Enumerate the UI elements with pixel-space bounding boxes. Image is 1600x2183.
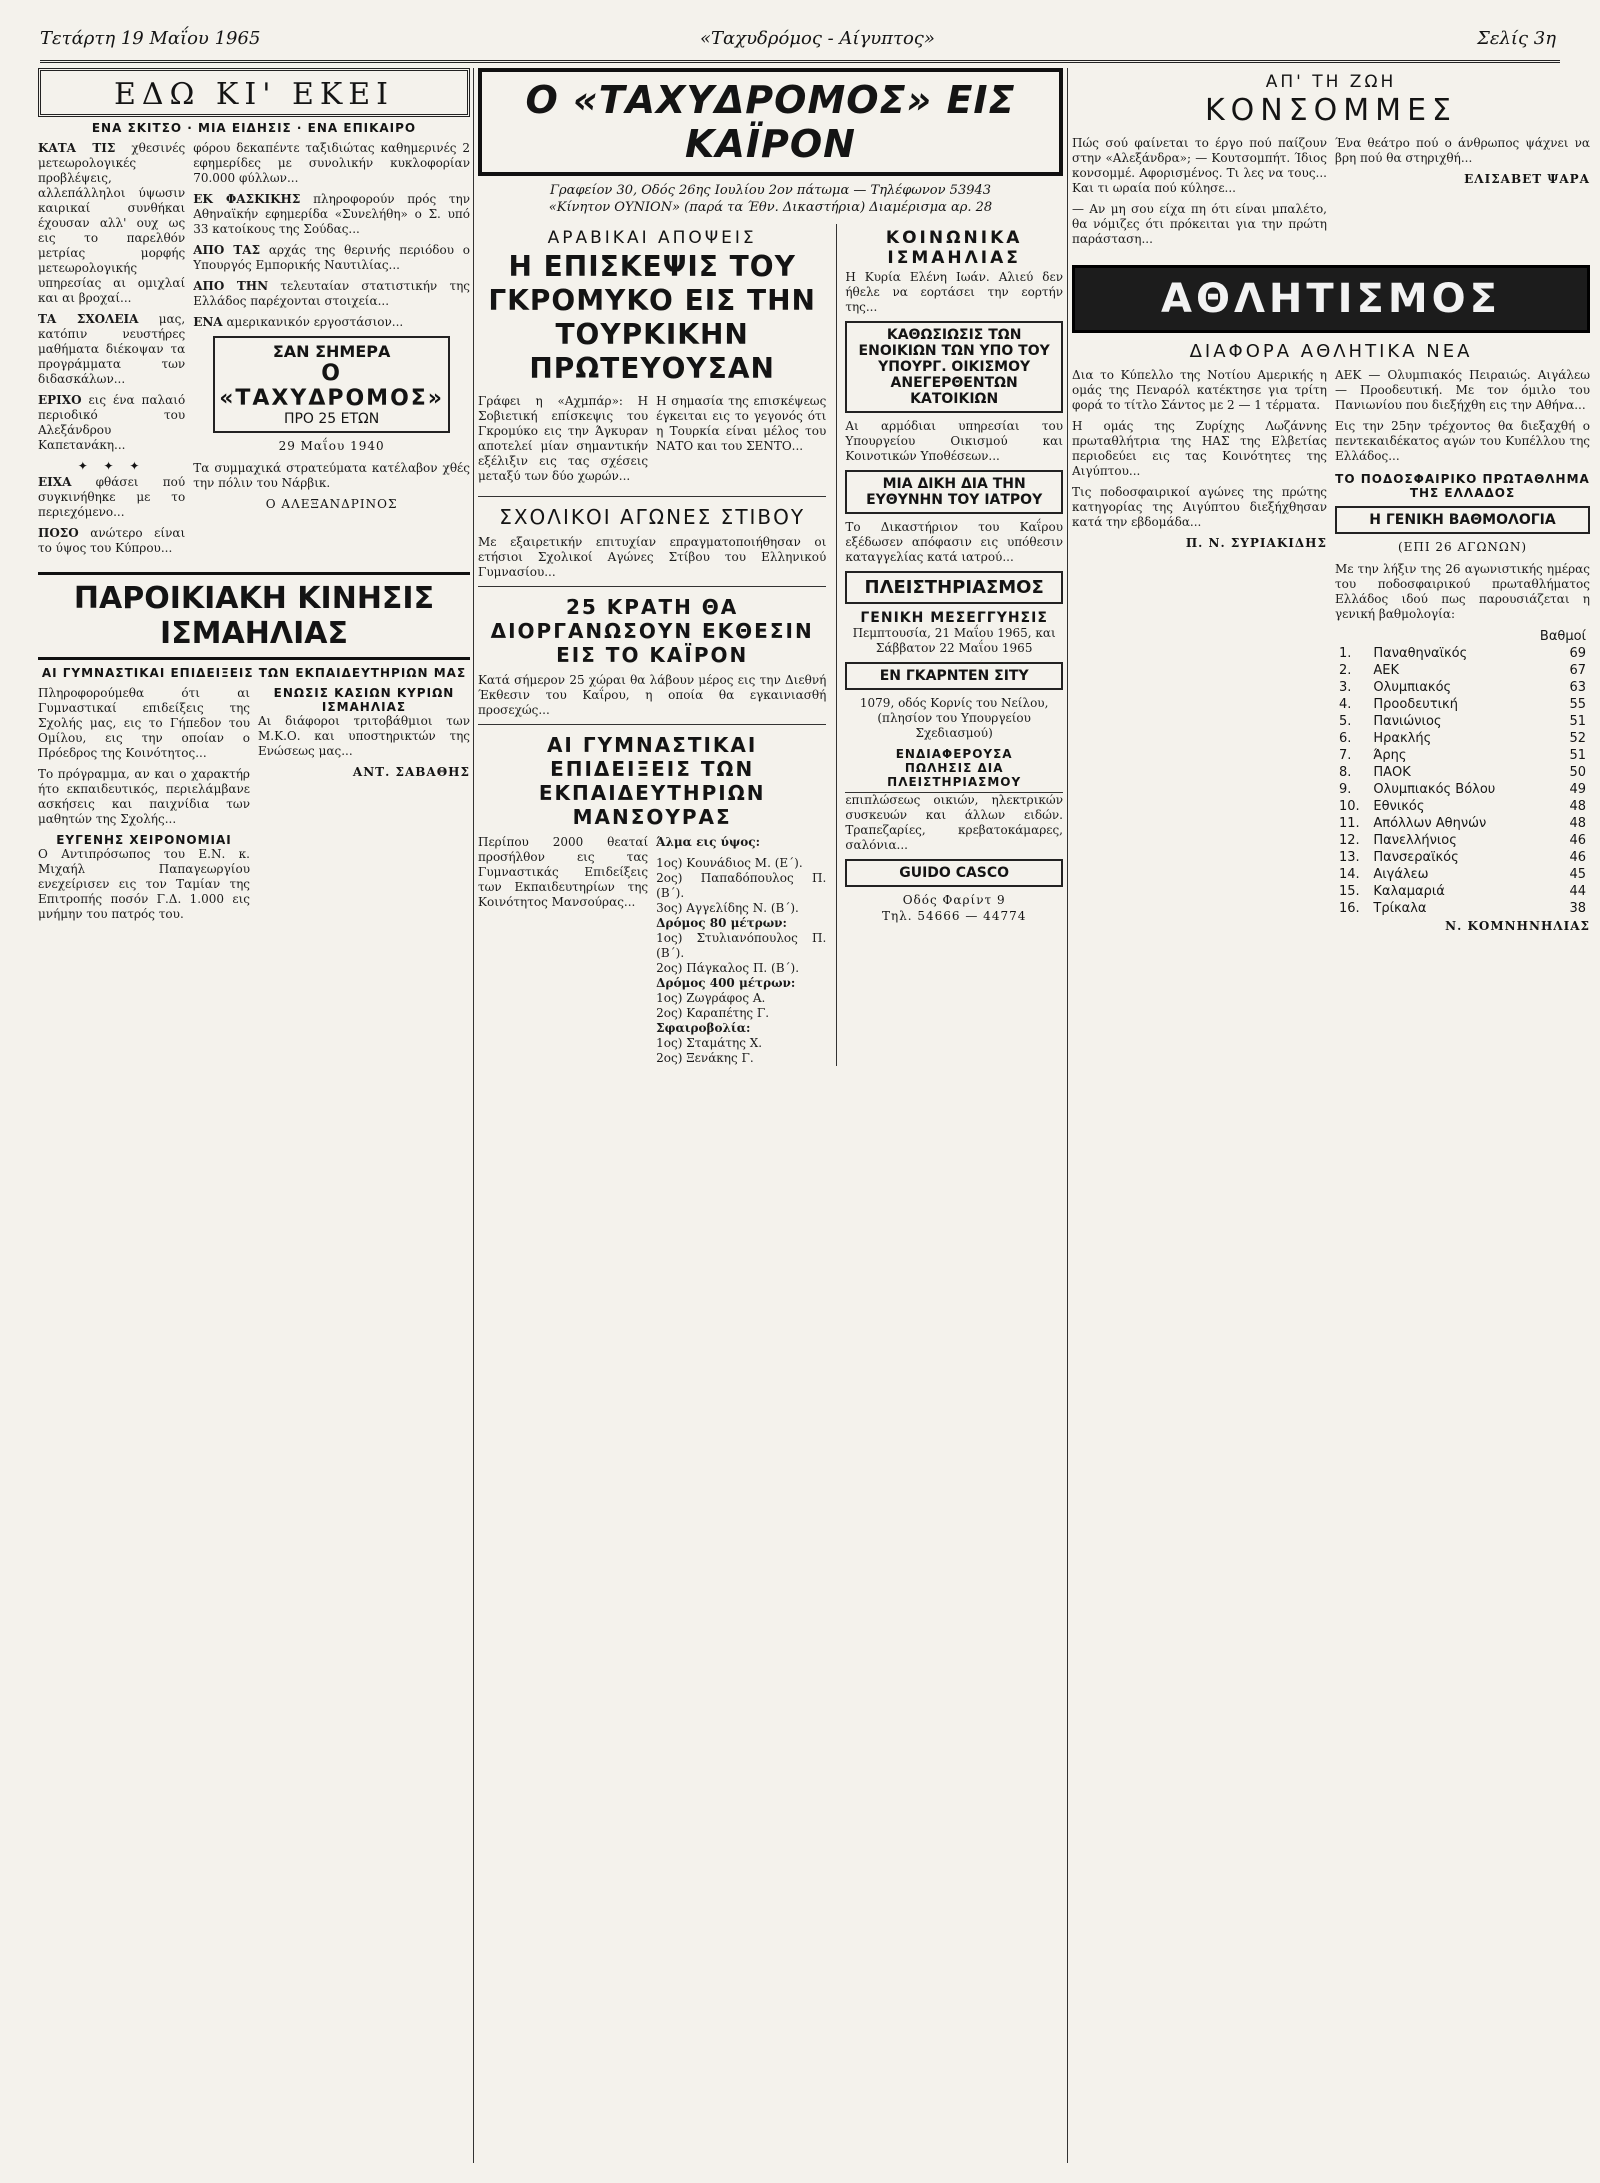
sports-subhead: ΔΙΑΦΟΡΑ ΑΘΛΗΤΙΚΑ ΝΕΑ bbox=[1189, 341, 1473, 362]
enosis-head: ΕΝΩΣΙΣ ΚΑΣΙΩΝ ΚΥΡΙΩΝ ΙΣΜΑΗΛΙΑΣ bbox=[273, 686, 455, 714]
edo-kiekei-subtitle: ΕΝΑ ΣΚΙΤΣΟ · ΜΙΑ ΕΙΔΗΣΙΣ · ΕΝΑ ΕΠΙΚΑΙΡΟ bbox=[91, 121, 417, 135]
table-row: 9. Ολυμπιακός Βόλου 49 bbox=[1339, 782, 1586, 797]
consomme-title: ΚΟΝΣΟΜΜΕΣ bbox=[1205, 93, 1457, 128]
result-line: 2ος) Ξενάκης Γ. bbox=[656, 1051, 754, 1065]
auction-sale: ΠΩΛΗΣΙΣ ΔΙΑ ΠΛΕΙΣΤΗΡΙΑΣΜΟΥ bbox=[845, 761, 1063, 793]
byline: Ο ΑΛΕΞΑΝΔΡΙΝΟΣ bbox=[265, 497, 398, 511]
box25-years: ΠΡΟ 25 ΕΤΩΝ bbox=[283, 411, 380, 427]
result-line: 1ος) Κουνάδιος Μ. (Ε΄). bbox=[656, 856, 803, 870]
center-top-split bbox=[478, 224, 1063, 1066]
article-text: Περίπου 2000 θεαταί προσήλθον εις τας Γυμναστικάς Επιδείξεις των Εκπαιδευτηρίων της Κοινότητος Μανσούρας... bbox=[478, 835, 649, 909]
auction-address: 1079, οδός Κορνίς του Νείλου, (πλησίον του Υπουργείου Σχεδιασμού) bbox=[859, 696, 1049, 740]
article-text: Η σημασία της επισκέψεως έγκειται εις το γεγονός ότι η Τουρκία είναι μέλος του ΝΑΤΟ και του ΣΕΝΤΟ... bbox=[656, 394, 827, 453]
article-text: Το Δικαστήριον του Καΐρου εξέδωσεν απόφασιν εις υπόθεσιν καταγγελίας κατά ιατρού... bbox=[845, 520, 1063, 564]
article-text: Ο Αντιπρόσωπος του Ε.Ν. κ. Μιχαήλ Παπαγεωργίου ενεχείρισεν εις τον Ταμίαν της Επιτροπής ποσόν Γ.Δ. 1.000 εις μνήμην του πατρός του. bbox=[38, 847, 250, 921]
table-row: 5. Πανιώνιος 51 bbox=[1339, 714, 1586, 729]
article-text: ΑΕΚ — Ολυμπιακός Πειραιώς. Αιγάλεω — Προοδευτική. Με τον όμιλο του Πανιωνίου που διεξήχθη εις την Αθήνα... bbox=[1335, 368, 1590, 412]
issue-date: Τετάρτη 19 Μαΐου 1965 bbox=[40, 28, 261, 49]
auctioneer-name: GUIDO CASCO bbox=[845, 859, 1063, 887]
result-line: 2ος) Παπαδόπουλος Π. (Β΄). bbox=[656, 871, 827, 900]
25-years-ago-box bbox=[213, 336, 450, 433]
table-row: 14. Αιγάλεω 45 bbox=[1339, 867, 1586, 882]
table-row: 16. Τρίκαλα 38 bbox=[1339, 901, 1586, 916]
standings-sub: (ΕΠΙ 26 ΑΓΩΝΩΝ) bbox=[1397, 540, 1528, 554]
edo-kiekei-title: ΕΔΩ ΚΙ' ΕΚΕΙ bbox=[113, 77, 395, 112]
article-text: Με την λήξιν της 26 αγωνιστικής ημέρας του ποδοσφαιρικού πρωταθλήματος Ελλάδος ιδού πως παρουσιάζεται η γενική βαθμολογία: bbox=[1335, 562, 1590, 621]
article-text: Κατά σήμερον 25 χώραι θα λάβουν μέρος εις την Διεθνή Έκθεσιν του Καΐρου, η οποία θα εγκαινιασθή προσεχώς... bbox=[478, 673, 827, 717]
box-doctor: ΜΙΑ ΔΙΚΗ ΔΙΑ ΤΗΝ ΕΥΘΥΝΗΝ ΤΟΥ ΙΑΤΡΟΥ bbox=[845, 470, 1063, 514]
table-row: 13. Πανσεραϊκός 46 bbox=[1339, 850, 1586, 865]
results-heading: Άλμα εις ύψος: bbox=[656, 835, 761, 849]
result-line: Δρόμος 80 μέτρων: bbox=[656, 916, 787, 930]
article-text: ΤΑ ΣΧΟΛΕΙΑ μας, κατόπιν νευστήρες μαθήματα διέκοψαν τα προγράμματα των διδασκάλων... bbox=[38, 312, 186, 386]
col1-top-split bbox=[38, 141, 470, 562]
edo-kiekei-box bbox=[38, 68, 470, 117]
table-row: 3. Ολυμπιακός 63 bbox=[1339, 680, 1586, 695]
column-center bbox=[478, 68, 1063, 2163]
table-row: 11. Απόλλων Αθηνών 48 bbox=[1339, 816, 1586, 831]
auction-head: ΠΛΕΙΣΤΗΡΙΑΣΜΟΣ bbox=[845, 571, 1063, 604]
column-left bbox=[38, 68, 470, 2163]
paper-name: «Ταχυδρόμος - Αίγυπτος» bbox=[700, 28, 935, 49]
article-text: Ένα θεάτρο πού ο άνθρωπος ψάχνει να βρη πού θα στηριχθή... bbox=[1335, 136, 1590, 165]
article-text: Η Κυρία Ελένη Ιωάν. Αλιεύ δεν ήθελε να εορτάσει την εορτήν της... bbox=[845, 270, 1063, 314]
result-line: 3ος) Αγγελίδης Ν. (Β΄). bbox=[656, 901, 799, 915]
result-line: 1ος) Στυλιανόπουλος Π. (Β΄). bbox=[656, 931, 827, 960]
article-text: Γράφει η «Αχμπάρ»: Η Σοβιετική επίσκεψις του Γκρομύκο εις την Άγκυραν αποτελεί μίαν σημαντικήν εξέλιξιν εις τας σχέσεις μεταξύ των δύο χωρών... bbox=[478, 394, 649, 483]
headline-gromyko: Η ΕΠΙΣΚΕΨΙΣ ΤΟΥ ΓΚΡΟΜΥΚΟ ΕΙΣ ΤΗΝ ΤΟΥΡΚΙΚΗΝ ΠΡΩΤΕΥΟΥΣΑΝ bbox=[488, 250, 816, 385]
divider-stars: ✦ ✦ ✦ bbox=[77, 459, 146, 473]
table-row: 4. Προοδευτική 55 bbox=[1339, 697, 1586, 712]
auctioneer-address: Οδός Φαρίντ 9 bbox=[902, 893, 1006, 907]
article-text: φόρου δεκαπέντε ταξιδιώτας καθημερινές 2 εφημερίδες με συνολικήν κυκλοφορίαν 70.000 φύλλων... bbox=[193, 141, 470, 185]
section-head: ΑΡΑΒΙΚΑΙ ΑΠΟΨΕΙΣ bbox=[547, 228, 757, 248]
byline: ΑΝΤ. ΣΑΒΑΘΗΣ bbox=[352, 765, 470, 779]
article-text: ΚΑΤΑ ΤΙΣ χθεσινές μετεωρολογικές προβλέψεις, αλλεπάλληλοι ύψωσιν καιρικαί συνθήκαι έχουσαν αλλ' ουχ ως εις το παρελθόν μετρίας μορφής μετεωρολογικής υπηρεσίας αι ομιχλαί και αι βροχαί... bbox=[38, 141, 186, 305]
social-head: ΚΟΙΝΩΝΙΚΑ ΙΣΜΑΗΛΙΑΣ bbox=[885, 228, 1023, 268]
table-row: 7. Άρης 51 bbox=[1339, 748, 1586, 763]
article-text: ΑΠΟ ΤΗΝ τελευταίαν στατιστικήν της Ελλάδος παρέχονται στοιχεία... bbox=[193, 279, 470, 308]
points-label: Βαθμοί bbox=[1539, 629, 1586, 644]
article-text: Η ομάς της Ζυρίχης Λωζάννης πρωταθλήτρια της ΗΑΣ της Ελβετίας περιοδεύει εις τας Κοινότητες της Αιγύπτου... bbox=[1072, 419, 1327, 478]
auctioneer-phone: Τηλ. 54666 — 44774 bbox=[881, 909, 1027, 923]
article-text: ΑΠΟ ΤΑΣ αρχάς της θερινής περιόδου ο Υπουργός Εμπορικής Ναυτιλίας... bbox=[193, 243, 470, 272]
paroikia-headline: ΠΑΡΟΙΚΙΑΚΗ ΚΙΝΗΣΙΣ ΙΣΜΑΗΛΙΑΣ bbox=[38, 572, 470, 660]
article-text: Τις ποδοσφαιρικοί αγώνες της πρώτης κατηγορίας της Αιγύπτου διεξήχθησαν κατά την εβδομάδα... bbox=[1072, 485, 1327, 529]
article-text: ΕΝΑ αμερικανικόν εργοστάσιον... bbox=[193, 315, 404, 329]
table-header bbox=[1335, 628, 1590, 645]
table-row: 8. ΠΑΟΚ 50 bbox=[1339, 765, 1586, 780]
page-number: Σελίς 3η bbox=[1477, 28, 1556, 49]
byline: Ν. ΚΟΜΝΗΝΗΛΙΑΣ bbox=[1445, 919, 1590, 933]
article-text: Πώς σού φαίνεται το έργο πού παίζουν στην «Αλεξάνδρα»; — Κουτσομπήτ. Ίδιος κονσομμέ. Αφορισμένος. Τι λες να τους... Και τι ωραία πού κύλησε... bbox=[1072, 136, 1327, 195]
table-row: 15. Καλαμαριά 44 bbox=[1339, 884, 1586, 899]
column-rule bbox=[473, 68, 474, 2163]
results-list bbox=[656, 835, 826, 1066]
headline-gymnastics: ΑΙ ΓΥΜΝΑΣΤΙΚΑΙ ΕΠΙΔΕΙΞΕΙΣ ΤΩΝ ΕΚΠΑΙΔΕΥΤΗΡΙΩΝ ΜΑΝΣΟΥΡΑΣ bbox=[538, 733, 766, 829]
auction-sub: ΓΕΝΙΚΗ ΜΕΣΕΓΓΥΗΣΙΣ bbox=[860, 610, 1048, 626]
table-row: 1. Παναθηναϊκός 69 bbox=[1339, 646, 1586, 661]
headline-25-states: 25 ΚΡΑΤΗ ΘΑ ΔΙΟΡΓΑΝΩΣΟΥΝ ΕΚΘΕΣΙΝ ΕΙΣ ΤΟ ΚΑΪΡΟΝ bbox=[490, 595, 814, 667]
box25-paper: Ο «ΤΑΧΥΔΡΟΜΟΣ» bbox=[219, 361, 445, 411]
article-text: ΕΙΧΑ φθάσει πού συγκινήθηκε με το περιεχόμενο... bbox=[38, 475, 186, 519]
result-line: 2ος) Καραπέτης Γ. bbox=[656, 1006, 770, 1020]
article-text: ΕΡΙΧΟ εις ένα παλαιό περιοδικό του Αλεξάνδρου Καπετανάκη... bbox=[38, 393, 186, 452]
article-text: Τα συμμαχικά στρατεύματα κατέλαβον χθές την πόλιν του Νάρβικ. bbox=[193, 461, 470, 490]
article-text: Δια το Κύπελλο της Νοτίου Αμερικής η ομάς της Πεναρόλ κατέκτησε για τρίτη φορά το τίτλο Σάντος με 2 — 1 τέρματα. bbox=[1072, 368, 1327, 412]
article-text: ΕΚ ΦΑΣΚΙΚΗΣ πληροφορούν πρός την Αθηναϊκήν εφημερίδα «Συνελήθη» ο Σ. υπό 33 κατοίκους της Σούδας... bbox=[193, 192, 470, 236]
result-line: 1ος) Ζωγράφος Α. bbox=[656, 991, 766, 1005]
eygenis-head: ΕΥΓΕΝΗΣ ΧΕΙΡΟΝΟΜΙΑΙ bbox=[56, 833, 232, 847]
article-text: Αι διάφοροι τριτοβάθμιοι των Μ.Κ.Ο. και υποστηρικτών της Ενώσεως μας... bbox=[258, 714, 470, 758]
result-line: Δρόμος 400 μέτρων: bbox=[656, 976, 796, 990]
article-text: Πληροφορούμεθα ότι αι Γυμναστικαί επιδείξεις της Σχολής μας, εις το Γήπεδον του Ομίλου, εις την οποίαν ο Πρόεδρος της Κοινότητος... bbox=[38, 686, 250, 760]
byline: ΕΛΙΣΑΒΕΤ ΨΑΡΑ bbox=[1464, 172, 1590, 186]
standings-table bbox=[1335, 628, 1590, 917]
table-row: 10. Εθνικός 48 bbox=[1339, 799, 1586, 814]
paroikia-split bbox=[38, 686, 470, 928]
table-row: 6. Ηρακλής 52 bbox=[1339, 731, 1586, 746]
box25-date: 29 Μαΐου 1940 bbox=[278, 439, 385, 453]
table-row: 12. Πανελλήνιος 46 bbox=[1339, 833, 1586, 848]
result-line: 1ος) Σταμάτης Χ. bbox=[656, 1036, 763, 1050]
article-text: ΠΟΣΟ ανώτερο είναι το ύψος του Κύπρου... bbox=[38, 526, 186, 555]
auction-date: Πεμπτουσία, 21 Μαΐου 1965, και Σάββατον 22 Μαΐου 1965 bbox=[852, 626, 1056, 655]
header-rule bbox=[40, 60, 1560, 63]
box25-heading: ΣΑΝ ΣΗΜΕΡΑ bbox=[272, 342, 391, 361]
article-text: επιπλώσεως οικιών, ηλεκτρικών συσκευών και άλλων ειδών. Τραπεζαρίες, κρεβατοκάμαρες, σαλόνια... bbox=[845, 793, 1063, 852]
box-rents: ΚΑΘΩΣΙΩΣΙΣ ΤΩΝ ΕΝΟΙΚΙΩΝ ΤΩΝ ΥΠΟ ΤΟΥ ΥΠΟΥΡΓ. ΟΙΚΙΣΜΟΥ ΑΝΕΓΕΡΘΕΝΤΩΝ ΚΑΤΟΙΚΙΩΝ bbox=[845, 321, 1063, 413]
league-head: ΤΟ ΠΟΔΟΣΦΑΙΡΙΚΟ ΠΡΩΤΑΘΛΗΜΑ ΤΗΣ ΕΛΛΑΔΟΣ bbox=[1335, 472, 1590, 500]
from-life-kicker: ΑΠ' ΤΗ ΖΩΗ bbox=[1265, 72, 1397, 92]
sports-headline: ΑΘΛΗΤΙΣΜΟΣ bbox=[1072, 265, 1590, 333]
table-row: 2. ΑΕΚ 67 bbox=[1339, 663, 1586, 678]
masthead: Ο «ΤΑΧΥΔΡΟΜΟΣ» ΕΙΣ ΚΑΪΡΟΝ bbox=[478, 68, 1063, 176]
paroikia-subhead: ΑΙ ΓΥΜΝΑΣΤΙΚΑΙ ΕΠΙΔΕΙΞΕΙΣ ΤΩΝ ΕΚΠΑΙΔΕΥΤΗΡΙΩΝ ΜΑΣ bbox=[41, 666, 467, 680]
article-text: Με εξαιρετικήν επιτυχίαν επραγματοποιήθησαν οι ετήσιοι Σχολικοί Αγώνες Στίβου του Ελληνικού Γυμνασίου... bbox=[478, 535, 827, 579]
article-text: Αι αρμόδιαι υπηρεσίαι του Υπουργείου Οικισμού και Κοινοτικών Υποθέσεων... bbox=[845, 419, 1063, 463]
office-address: Γραφείον 30, Οδός 26ης Ιουλίου 2ον πάτωμα — Τηλέφωνον 53943 «Κίνητον ΟΥΝΙΟΝ» (παρά τα Έθν. Δικαστήρια) Διαμέρισμα αρ. 28 bbox=[548, 183, 993, 215]
byline: Π. Ν. ΣΥΡΙΑΚΙΔΗΣ bbox=[1185, 536, 1327, 550]
auction-venue: ΕΝ ΓΚΑΡΝΤΕΝ ΣΙΤΥ bbox=[845, 662, 1063, 690]
standings-head: Η ΓΕΝΙΚΗ ΒΑΘΜΟΛΟΓΙΑ bbox=[1335, 506, 1590, 534]
article-text: Το πρόγραμμα, αν και ο χαρακτήρ ήτο εκπαιδευτικός, περιελάμβανε ασκήσεις και παιχνίδια των μαθητών της Σχολής... bbox=[38, 767, 250, 826]
result-line: Σφαιροβολία: bbox=[656, 1021, 751, 1035]
headline-school-games: ΣΧΟΛΙΚΟΙ ΑΓΩΝΕΣ ΣΤΙΒΟΥ bbox=[499, 505, 806, 529]
result-line: 2ος) Πάγκαλος Π. (Β΄). bbox=[656, 961, 800, 975]
article-text: — Αν μη σου είχα πη ότι είναι μπαλέτο, θα νόμιζες ότι πρόκειται για την πρώτη παράσταση... bbox=[1072, 202, 1327, 246]
auction-interesting: ΕΝΔΙΑΦΕΡΟΥΣΑ bbox=[895, 747, 1013, 761]
column-rule bbox=[1067, 68, 1068, 2163]
column-right bbox=[1072, 68, 1590, 2163]
article-text: Εις την 25ην τρέχοντος θα διεξαχθή ο πεντεκαιδέκατος αγών του Κυπέλλου της Ελλάδος... bbox=[1335, 419, 1590, 463]
page-header bbox=[0, 28, 1600, 54]
